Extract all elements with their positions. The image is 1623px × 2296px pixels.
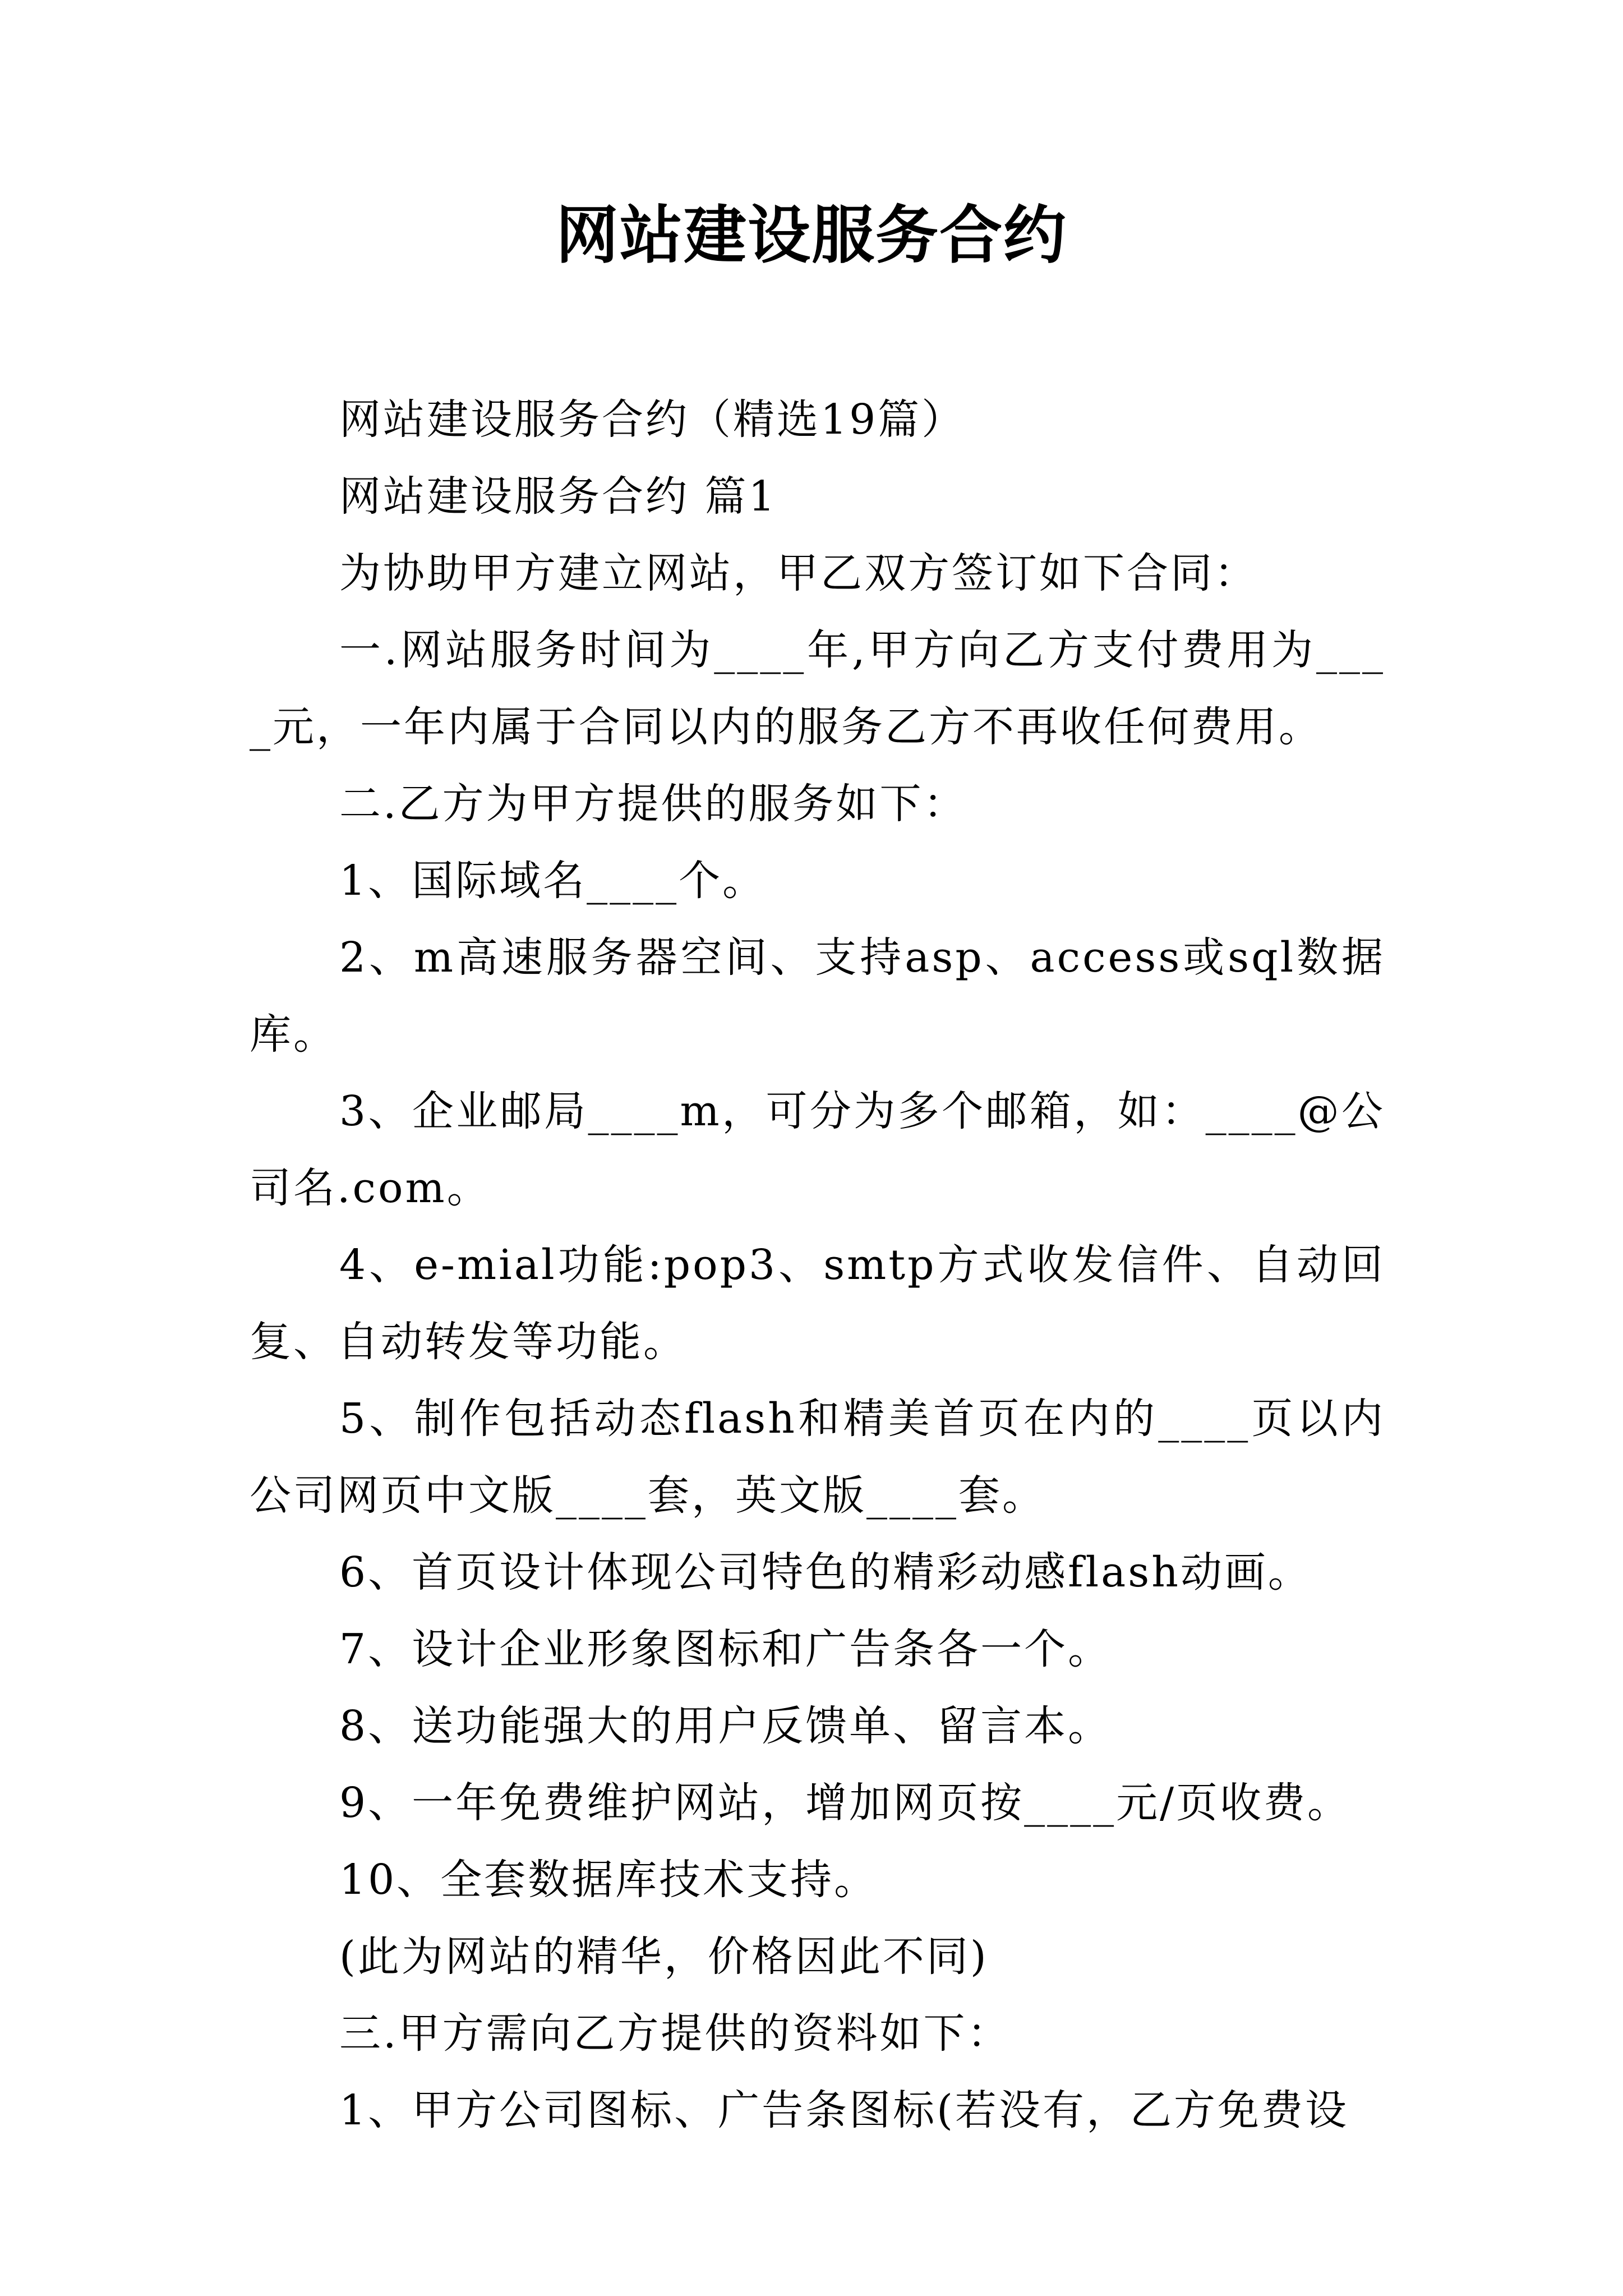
paragraph: 为协助甲方建立网站，甲乙双方签订如下合同： — [339, 549, 1258, 597]
paragraph: 8、送功能强大的用户反馈单、留言本。 — [339, 1702, 1112, 1750]
paragraph: (此为网站的精华，价格因此不同) — [339, 1932, 989, 1981]
paragraph: 网站建设服务合约（精选19篇） — [339, 395, 966, 444]
paragraph: 二.乙方为甲方提供的服务如下： — [339, 780, 967, 828]
paragraph: 5、制作包括动态flash和精美首页在内的____页以内公司网页中文版____套，英文版____套。 — [250, 1395, 1385, 1520]
paragraph: 10、全套数据库技术支持。 — [339, 1856, 878, 1904]
paragraph: 一.网站服务时间为____年,甲方向乙方支付费用为____元，一年内属于合同以内的服务乙方不再收任何费用。 — [250, 626, 1385, 751]
paragraph: 4、e-mial功能:pop3、smtp方式收发信件、自动回复、自动转发等功能。 — [250, 1241, 1385, 1366]
document-body — [250, 381, 1385, 2149]
paragraph: 1、甲方公司图标、广告条图标(若没有，乙方免费设 — [339, 2086, 1349, 2134]
paragraph: 7、设计企业形象图标和广告条各一个。 — [339, 1625, 1112, 1673]
document-title: 网站建设服务合约 — [556, 199, 1067, 272]
paragraph: 6、首页设计体现公司特色的精彩动感flash动画。 — [339, 1548, 1312, 1596]
paragraph: 9、一年免费维护网站，增加网页按____元/页收费。 — [339, 1779, 1352, 1827]
paragraph: 三.甲方需向乙方提供的资料如下： — [339, 2009, 1011, 2058]
paragraph: 网站建设服务合约 篇1 — [339, 472, 777, 521]
paragraph: 2、m高速服务器空间、支持asp、access或sql数据库。 — [250, 933, 1385, 1059]
paragraph: 1、国际域名____个。 — [339, 857, 767, 905]
paragraph: 3、企业邮局____m，可分为多个邮箱，如：____@公司名.com。 — [250, 1087, 1385, 1212]
